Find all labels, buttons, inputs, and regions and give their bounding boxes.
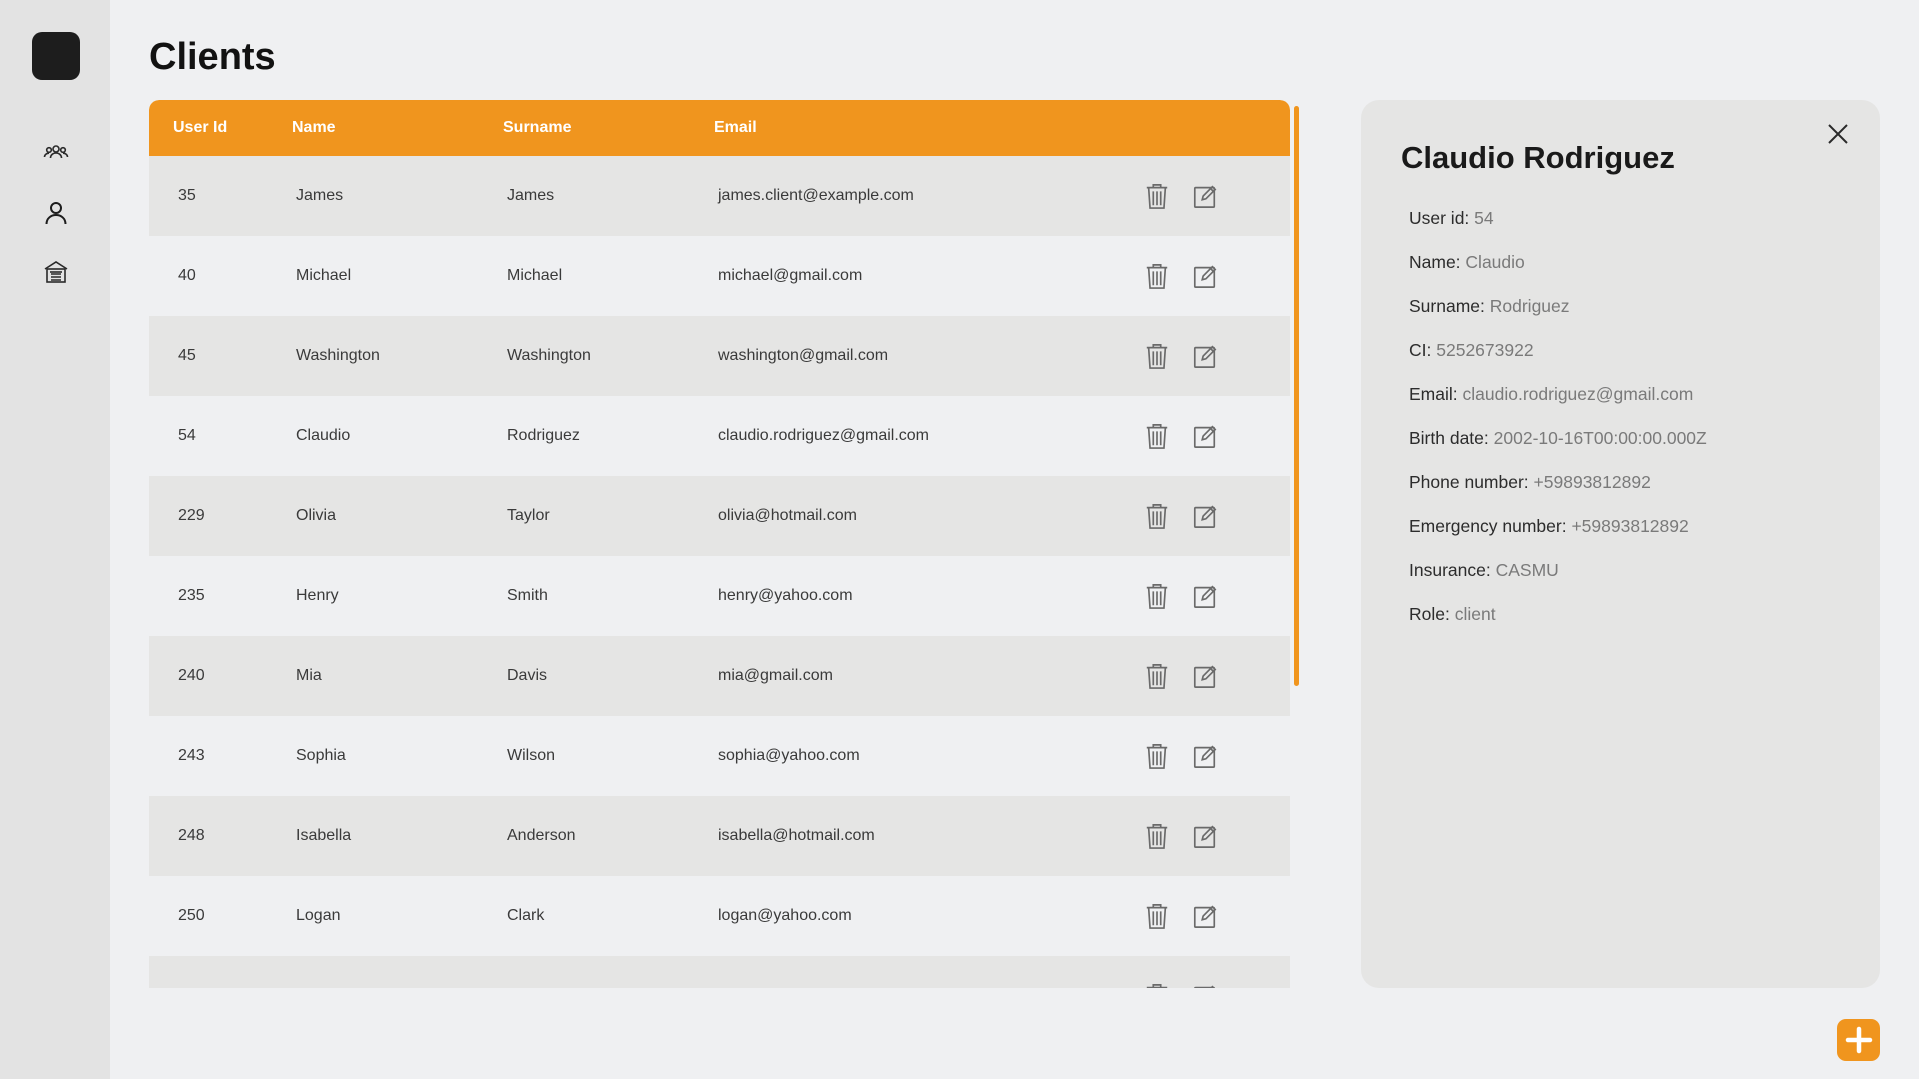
detail-title: Claudio Rodriguez	[1401, 140, 1675, 175]
detail-field-value: CASMU	[1495, 560, 1559, 580]
table-row[interactable]	[149, 476, 1290, 556]
detail-field-value: +59893812892	[1533, 472, 1651, 492]
sidebar-item-gym[interactable]	[38, 254, 74, 290]
detail-field	[1409, 416, 1707, 460]
trash-icon	[1144, 341, 1170, 371]
trash-icon	[1144, 661, 1170, 691]
detail-field	[1409, 460, 1707, 504]
detail-field-label: Phone number:	[1409, 472, 1529, 492]
cell-surname: Clark	[507, 907, 545, 924]
cell-email: sophia@yahoo.com	[718, 747, 860, 764]
delete-button[interactable]	[1144, 901, 1170, 931]
delete-button[interactable]	[1144, 261, 1170, 291]
detail-field-value: Claudio	[1465, 252, 1525, 272]
detail-field-label: Name:	[1409, 252, 1461, 272]
detail-field-value: claudio.rodriguez@gmail.com	[1462, 384, 1694, 404]
table-scrollbar[interactable]	[1294, 106, 1299, 686]
delete-button[interactable]	[1144, 421, 1170, 451]
cell-email: henry@yahoo.com	[718, 587, 853, 604]
table-row[interactable]	[149, 316, 1290, 396]
delete-button[interactable]	[1144, 981, 1170, 988]
detail-field	[1409, 196, 1707, 240]
edit-button[interactable]	[1192, 341, 1218, 371]
cell-email: claudio.rodriguez@gmail.com	[718, 427, 929, 444]
row-actions	[1144, 261, 1218, 291]
close-icon	[1826, 122, 1850, 146]
cell-user-id: 35	[178, 187, 196, 204]
edit-button[interactable]	[1192, 661, 1218, 691]
row-actions	[1144, 341, 1218, 371]
sidebar-item-users[interactable]	[38, 134, 74, 170]
cell-user-id: 229	[178, 507, 205, 524]
table-row[interactable]	[149, 636, 1290, 716]
cell-surname: Wilson	[507, 747, 556, 764]
row-actions	[1144, 901, 1218, 931]
edit-icon	[1192, 181, 1218, 211]
cell-surname: Washington	[507, 347, 591, 364]
sidebar	[0, 0, 110, 1079]
edit-button[interactable]	[1192, 741, 1218, 771]
header-name[interactable]: Name	[292, 119, 336, 136]
cell-name: James	[296, 187, 344, 204]
edit-button[interactable]	[1192, 181, 1218, 211]
edit-icon	[1192, 261, 1218, 291]
cell-user-id: 235	[178, 587, 205, 604]
edit-button[interactable]	[1192, 981, 1218, 988]
cell-name: Olivia	[296, 507, 337, 524]
trash-icon	[1144, 261, 1170, 291]
cell-user-id: 250	[178, 907, 205, 924]
trash-icon	[1144, 501, 1170, 531]
cell-user-id: 54	[178, 427, 196, 444]
cell-email: logan@yahoo.com	[718, 907, 852, 924]
table-row[interactable]	[149, 956, 1290, 988]
page-title: Clients	[149, 36, 276, 78]
detail-field-value: 5252673922	[1436, 340, 1534, 360]
detail-field-value: client	[1454, 604, 1496, 624]
delete-button[interactable]	[1144, 741, 1170, 771]
cell-surname: Taylor	[507, 507, 550, 524]
table-row[interactable]	[149, 156, 1290, 236]
edit-button[interactable]	[1192, 501, 1218, 531]
cell-email: mia@gmail.com	[718, 667, 833, 684]
edit-button[interactable]	[1192, 261, 1218, 291]
edit-icon	[1192, 501, 1218, 531]
table-row[interactable]	[149, 716, 1290, 796]
detail-fields	[1409, 196, 1707, 636]
cell-name: Mia	[296, 667, 322, 684]
detail-field-value: +59893812892	[1571, 516, 1689, 536]
table-body	[149, 156, 1290, 988]
edit-button[interactable]	[1192, 821, 1218, 851]
edit-button[interactable]	[1192, 581, 1218, 611]
gym-building-icon	[42, 258, 70, 286]
table-row[interactable]	[149, 556, 1290, 636]
table-row[interactable]	[149, 796, 1290, 876]
row-actions	[1144, 981, 1218, 988]
delete-button[interactable]	[1144, 821, 1170, 851]
plus-icon	[1844, 1025, 1874, 1055]
detail-field-label: Surname:	[1409, 296, 1485, 316]
table-header	[149, 100, 1290, 156]
row-actions	[1144, 741, 1218, 771]
delete-button[interactable]	[1144, 581, 1170, 611]
detail-field-value: 54	[1474, 208, 1494, 228]
delete-button[interactable]	[1144, 661, 1170, 691]
trash-icon	[1144, 901, 1170, 931]
delete-button[interactable]	[1144, 501, 1170, 531]
cell-surname: Rodriguez	[507, 427, 580, 444]
edit-icon	[1192, 981, 1218, 988]
cell-surname: Michael	[507, 267, 563, 284]
cell-user-id: 248	[178, 827, 205, 844]
detail-field-label: CI:	[1409, 340, 1432, 360]
cell-surname: Davis	[507, 667, 548, 684]
detail-field	[1409, 504, 1707, 548]
row-actions	[1144, 661, 1218, 691]
cell-user-id: 240	[178, 667, 205, 684]
clients-table	[149, 100, 1290, 988]
edit-icon	[1192, 581, 1218, 611]
cell-email: james.client@example.com	[718, 187, 914, 204]
delete-button[interactable]	[1144, 181, 1170, 211]
detail-field-label: Email:	[1409, 384, 1458, 404]
detail-field-label: Emergency number:	[1409, 516, 1567, 536]
cell-name: Logan	[296, 907, 341, 924]
trash-icon	[1144, 821, 1170, 851]
detail-field-value: 2002-10-16T00:00:00.000Z	[1493, 428, 1707, 448]
detail-field	[1409, 548, 1707, 592]
sidebar-item-profile[interactable]	[38, 195, 74, 231]
users-group-icon	[42, 138, 70, 166]
row-actions	[1144, 181, 1218, 211]
edit-icon	[1192, 421, 1218, 451]
cell-surname: Anderson	[507, 827, 576, 844]
trash-icon	[1144, 581, 1170, 611]
table-row[interactable]	[149, 876, 1290, 956]
trash-icon	[1144, 741, 1170, 771]
header-email[interactable]: Email	[714, 119, 757, 136]
app-logo[interactable]	[32, 32, 80, 80]
row-actions	[1144, 821, 1218, 851]
detail-field	[1409, 240, 1707, 284]
cell-user-id: 40	[178, 267, 196, 284]
detail-field	[1409, 328, 1707, 372]
edit-icon	[1192, 341, 1218, 371]
detail-field-label: Insurance:	[1409, 560, 1491, 580]
delete-button[interactable]	[1144, 341, 1170, 371]
client-detail-panel	[1361, 100, 1880, 988]
cell-name: Michael	[296, 267, 352, 284]
row-actions	[1144, 421, 1218, 451]
cell-surname: James	[507, 187, 555, 204]
row-actions	[1144, 501, 1218, 531]
edit-icon	[1192, 741, 1218, 771]
header-surname[interactable]: Surname	[503, 119, 572, 136]
cell-user-id: 45	[178, 347, 196, 364]
cell-email: olivia@hotmail.com	[718, 507, 857, 524]
user-icon	[42, 199, 70, 227]
detail-field	[1409, 592, 1707, 636]
table-row[interactable]	[149, 396, 1290, 476]
cell-user-id: 243	[178, 747, 205, 764]
cell-name: Isabella	[296, 827, 352, 844]
edit-icon	[1192, 901, 1218, 931]
cell-name: Washington	[296, 347, 380, 364]
row-actions	[1144, 581, 1218, 611]
trash-icon	[1144, 981, 1170, 988]
edit-button[interactable]	[1192, 901, 1218, 931]
cell-name: Sophia	[296, 747, 346, 764]
cell-name: Henry	[296, 587, 339, 604]
detail-field-label: Birth date:	[1409, 428, 1489, 448]
cell-email: michael@gmail.com	[718, 267, 863, 284]
edit-icon	[1192, 661, 1218, 691]
detail-field-label: User id:	[1409, 208, 1470, 228]
add-client-button[interactable]	[1837, 1019, 1880, 1061]
detail-field	[1409, 284, 1707, 328]
table-row[interactable]	[149, 236, 1290, 316]
detail-field	[1409, 372, 1707, 416]
cell-surname: Smith	[507, 587, 548, 604]
cell-email: washington@gmail.com	[718, 347, 889, 364]
detail-field-value: Rodriguez	[1489, 296, 1570, 316]
close-button[interactable]	[1822, 118, 1854, 150]
header-user-id[interactable]: User Id	[173, 119, 228, 136]
trash-icon	[1144, 421, 1170, 451]
cell-email: isabella@hotmail.com	[718, 827, 875, 844]
detail-field-label: Role:	[1409, 604, 1450, 624]
edit-icon	[1192, 821, 1218, 851]
cell-name: Claudio	[296, 427, 351, 444]
trash-icon	[1144, 181, 1170, 211]
edit-button[interactable]	[1192, 421, 1218, 451]
